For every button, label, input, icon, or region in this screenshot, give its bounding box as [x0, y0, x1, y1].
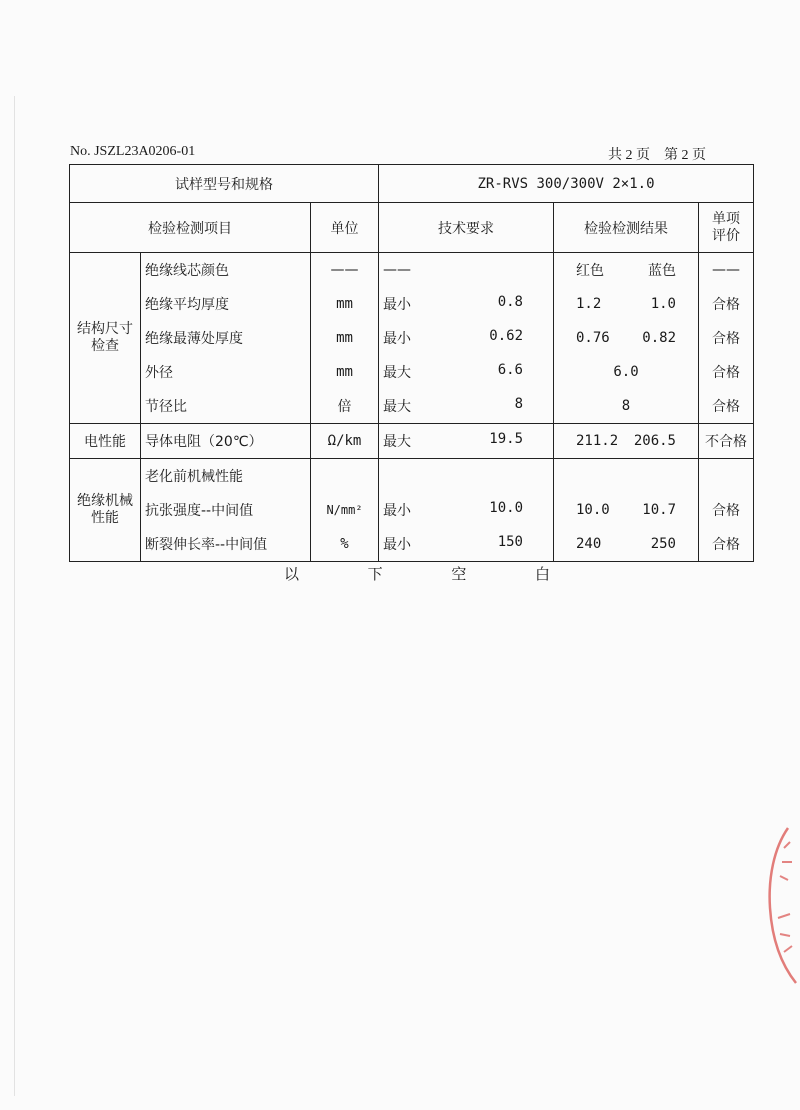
item-name: 节径比	[141, 389, 311, 424]
result-blue: 206.5	[633, 433, 676, 449]
category-electrical: 电性能	[70, 424, 141, 459]
item-name: 外径	[141, 355, 311, 389]
table-row	[70, 459, 754, 494]
col-header-unit: 单位	[311, 203, 379, 253]
item-unit: 倍	[311, 389, 379, 424]
requirement-value: 6.6	[497, 362, 523, 378]
page-counter: 共 2 页 第 2 页	[608, 148, 706, 163]
category-line: 检查	[91, 338, 119, 354]
col-header-evaluation	[699, 203, 754, 253]
sample-row	[70, 165, 754, 203]
item-requirement	[379, 527, 554, 562]
item-result	[554, 321, 699, 355]
item-evaluation: 合格	[699, 389, 754, 424]
table-row	[70, 321, 754, 355]
category-line: 绝缘机械	[77, 493, 133, 509]
item-result	[554, 424, 699, 459]
requirement-type: 最小	[383, 331, 411, 347]
blank-char: 下	[367, 565, 383, 583]
table-row	[70, 389, 754, 424]
item-result	[554, 355, 699, 389]
result-red: 1.2	[576, 296, 602, 312]
result-red: 0.76	[576, 330, 610, 346]
requirement-type: ——	[383, 262, 411, 278]
result-blue: 1.0	[650, 296, 676, 312]
item-evaluation: 合格	[699, 321, 754, 355]
table-row	[70, 527, 754, 562]
test-report-table	[69, 164, 754, 562]
item-requirement	[379, 287, 554, 321]
item-unit	[311, 459, 379, 494]
col-header-item: 检验检测项目	[70, 203, 311, 253]
requirement-type: 最小	[383, 537, 411, 553]
col-header-requirement: 技术要求	[379, 203, 554, 253]
result-blue: 0.82	[642, 330, 676, 346]
item-requirement	[379, 493, 554, 527]
item-unit: mm	[311, 355, 379, 389]
result-combined: 8	[621, 398, 631, 414]
table-row	[70, 253, 754, 288]
blank-char: 以	[284, 565, 300, 583]
category-line: 性能	[91, 510, 119, 526]
item-name: 老化前机械性能	[141, 459, 311, 494]
requirement-value: 8	[514, 396, 523, 412]
requirement-type: 最大	[383, 365, 411, 381]
item-requirement	[379, 355, 554, 389]
requirement-type: 最小	[383, 297, 411, 313]
requirement-value: 0.8	[497, 294, 523, 310]
item-result	[554, 389, 699, 424]
item-evaluation: 合格	[699, 287, 754, 321]
requirement-value: 0.62	[489, 328, 523, 344]
requirement-type: 最小	[383, 503, 411, 519]
result-red: 240	[576, 536, 602, 552]
col-header-result: 检验检测结果	[554, 203, 699, 253]
result-red: 红色	[576, 263, 604, 279]
item-evaluation: 合格	[699, 355, 754, 389]
result-red: 211.2	[576, 433, 619, 449]
item-name: 绝缘最薄处厚度	[141, 321, 311, 355]
category-line: 结构尺寸	[77, 321, 133, 337]
item-result	[554, 459, 699, 494]
col-header-evaluation-line1: 单项	[712, 210, 741, 227]
requirement-value: 10.0	[489, 500, 523, 516]
item-unit: Ω/km	[311, 424, 379, 459]
item-result	[554, 253, 699, 288]
item-requirement	[379, 459, 554, 494]
item-unit: mm	[311, 321, 379, 355]
item-evaluation: ——	[699, 253, 754, 288]
result-red: 10.0	[576, 502, 610, 518]
category-structure	[70, 253, 141, 424]
table-row	[70, 287, 754, 321]
blank-char: 空	[451, 565, 467, 583]
item-requirement	[379, 321, 554, 355]
item-requirement	[379, 424, 554, 459]
table-row	[70, 493, 754, 527]
requirement-type: 最大	[383, 399, 411, 415]
requirement-value: 19.5	[489, 431, 523, 447]
result-blue: 10.7	[642, 502, 676, 518]
item-evaluation: 合格	[699, 527, 754, 562]
item-name: 导体电阻（20℃）	[141, 424, 311, 459]
sample-label: 试样型号和规格	[70, 165, 379, 203]
table-row	[70, 424, 754, 459]
category-mechanical	[70, 459, 141, 562]
column-header-row	[70, 203, 754, 253]
table-row	[70, 355, 754, 389]
item-evaluation: 不合格	[699, 424, 754, 459]
item-result	[554, 287, 699, 321]
item-evaluation	[699, 459, 754, 494]
requirement-type: 最大	[383, 434, 411, 450]
result-combined: 6.0	[613, 364, 639, 380]
item-name: 绝缘线芯颜色	[141, 253, 311, 288]
requirement-value: 150	[497, 534, 523, 550]
partial-seal-stamp	[760, 818, 800, 988]
col-header-evaluation-line2: 评价	[712, 227, 741, 244]
item-result	[554, 527, 699, 562]
item-unit: mm	[311, 287, 379, 321]
item-unit: ——	[311, 253, 379, 288]
item-evaluation: 合格	[699, 493, 754, 527]
sample-value: ZR-RVS 300/300V 2×1.0	[379, 165, 754, 203]
scan-edge	[14, 96, 15, 1096]
blank-below-note	[284, 563, 550, 584]
item-unit: N/mm²	[311, 493, 379, 527]
item-result	[554, 493, 699, 527]
item-requirement	[379, 253, 554, 288]
item-requirement	[379, 389, 554, 424]
report-number: No. JSZL23A0206-01	[70, 144, 196, 159]
blank-char: 白	[534, 565, 550, 583]
item-name: 绝缘平均厚度	[141, 287, 311, 321]
result-blue: 250	[650, 536, 676, 552]
item-unit: %	[311, 527, 379, 562]
result-blue: 蓝色	[648, 263, 676, 279]
item-name: 抗张强度--中间值	[141, 493, 311, 527]
item-name: 断裂伸长率--中间值	[141, 527, 311, 562]
